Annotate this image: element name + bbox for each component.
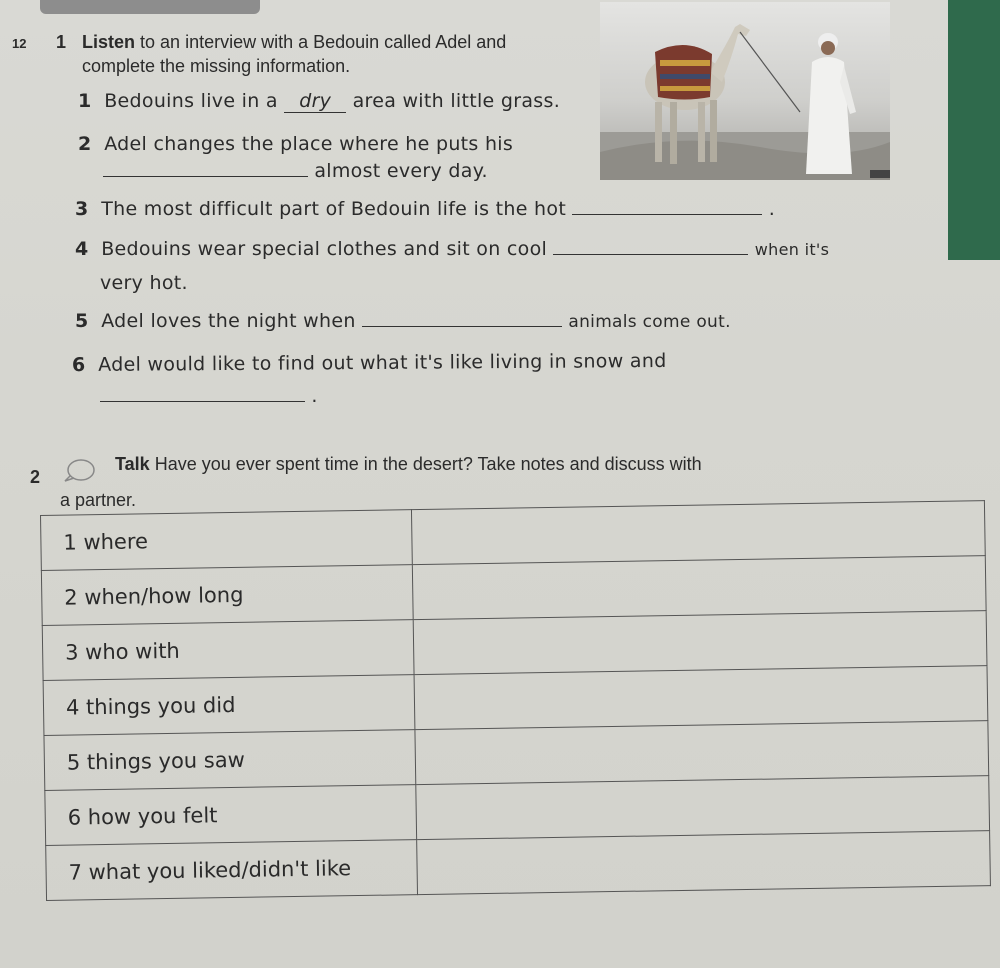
notes-table [40, 500, 991, 901]
question-6-line-2 [100, 385, 318, 407]
instruction-line-1: Have you ever spent time in the desert? Take notes and discuss with [154, 454, 702, 474]
instruction-line-2: complete the missing information. [82, 56, 351, 76]
notes-cell[interactable] [416, 776, 990, 840]
question-2-line-2 [103, 160, 488, 182]
question-text: Bedouins wear special clothes and sit on cool [101, 238, 548, 260]
question-text: Adel loves the night when [101, 310, 356, 332]
question-number: 6 [71, 353, 86, 377]
notes-cell[interactable] [415, 721, 989, 785]
answer-field-3[interactable] [572, 213, 762, 215]
exercise-2-number: 2 [30, 467, 41, 487]
track-label: 12 [12, 36, 27, 51]
question-3 [75, 198, 775, 220]
row-label: 1 where [41, 510, 413, 571]
answer-field-6[interactable] [100, 400, 305, 402]
instruction-line-2: a partner. [60, 490, 137, 510]
question-number: 5 [75, 310, 89, 332]
question-number: 4 [75, 238, 89, 260]
notes-cell[interactable] [411, 501, 985, 565]
question-text-after: . [311, 385, 318, 407]
page-top-edge [40, 0, 260, 14]
question-number: 3 [75, 198, 89, 220]
question-text: The most difficult part of Bedouin life is the hot [101, 198, 567, 220]
question-2 [78, 133, 513, 155]
row-label: 4 things you did [43, 675, 415, 736]
question-6 [72, 350, 667, 376]
track-number [12, 36, 26, 51]
notes-cell[interactable] [413, 611, 987, 675]
answer-field-5[interactable] [362, 325, 562, 327]
exercise-1-number: 1 [56, 32, 67, 52]
question-text: Bedouins live in a [104, 90, 278, 112]
question-5 [75, 310, 731, 332]
question-text-after: animals come out. [568, 312, 731, 332]
question-text-after: when it's [754, 240, 830, 259]
listen-keyword: Listen [82, 32, 136, 52]
question-text-after: area with little grass. [352, 90, 561, 112]
row-label: 6 how you felt [45, 785, 417, 846]
desert-photo [600, 2, 890, 180]
question-text-after: . [768, 198, 776, 220]
notes-cell[interactable] [412, 556, 986, 620]
row-label: 3 who with [42, 620, 414, 681]
notes-cell[interactable] [417, 831, 991, 895]
talk-keyword: Talk [115, 454, 150, 474]
instruction-line-1: to an interview with a Bedouin called Adel and [140, 32, 507, 52]
page-edge-band [948, 0, 1000, 260]
speech-bubble-icon [62, 458, 96, 486]
exercise-2-instruction [115, 454, 702, 475]
row-label: 7 what you liked/didn't like [46, 840, 418, 901]
question-4 [75, 238, 829, 260]
answer-field-2[interactable] [103, 175, 308, 177]
row-label: 5 things you saw [44, 730, 416, 791]
row-label: 2 when/how long [41, 565, 413, 626]
answer-field-4[interactable] [553, 253, 748, 255]
question-1 [78, 90, 560, 113]
answer-field-1[interactable]: dry [284, 90, 346, 113]
question-number: 1 [78, 90, 92, 112]
notes-cell[interactable] [414, 666, 988, 730]
question-text: Adel changes the place where he puts his [104, 133, 514, 155]
exercise-1-instruction [82, 32, 506, 53]
question-number: 2 [78, 133, 92, 155]
question-text: Adel would like to find out what it's like living in snow and [98, 349, 667, 376]
camel-and-man-illustration [600, 2, 890, 180]
question-text-after: almost every day. [314, 160, 488, 182]
question-4-line-2: very hot. [100, 272, 188, 294]
